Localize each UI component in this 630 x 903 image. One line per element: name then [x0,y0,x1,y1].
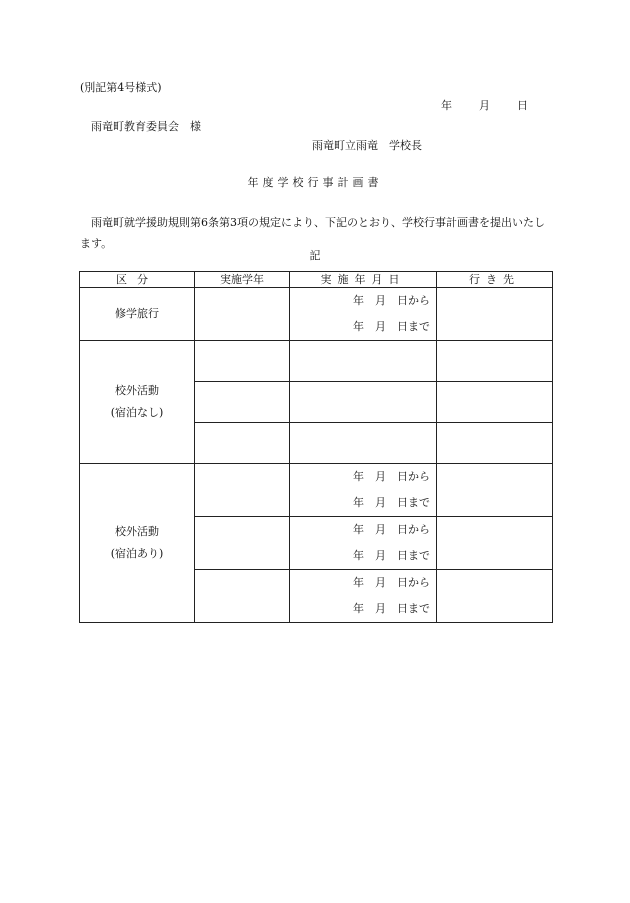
grade-cell[interactable] [195,464,290,517]
destination-cell[interactable] [437,382,553,423]
category-sublabel: (宿泊あり) [110,547,164,560]
date-from: 年 月 日から [353,470,430,483]
ki-label: 記 [309,249,321,262]
date-cell[interactable] [290,423,437,464]
category-label: 校外活動 [115,384,159,397]
category-label: 校外活動 [115,525,159,538]
table-header-row [80,272,553,288]
table-row [80,464,553,517]
date-from: 年 月 日から [353,523,430,536]
header-destination: 行き先 [437,272,553,288]
date-to: 年 月 日まで [353,320,430,333]
date-cell[interactable] [290,341,437,382]
date-from: 年 月 日から [353,576,430,589]
sender: 雨竜町立雨竜 学校長 [312,139,422,152]
date-year-label: 年 [441,99,452,112]
date-cell[interactable] [290,517,437,570]
date-to: 年 月 日まで [353,549,430,562]
date-day-label: 日 [517,99,528,112]
date-to: 年 月 日まで [353,602,430,615]
grade-cell[interactable] [195,570,290,623]
date-to: 年 月 日まで [353,496,430,509]
date-cell[interactable] [290,288,437,341]
body-text: 雨竜町就学援助規則第6条第3項の規定により、下記のとおり、学校行事計画書を提出いたします。 [80,216,545,250]
table-row [80,288,553,341]
event-plan-table [79,271,553,623]
date-cell[interactable] [290,570,437,623]
grade-cell[interactable] [195,517,290,570]
header-date: 実施年月日 [290,272,437,288]
destination-cell[interactable] [437,570,553,623]
grade-cell[interactable] [195,382,290,423]
date-cell[interactable] [290,464,437,517]
destination-cell[interactable] [437,517,553,570]
form-number: (別記第4号様式) [80,81,162,94]
destination-cell[interactable] [437,341,553,382]
destination-cell[interactable] [437,464,553,517]
destination-cell[interactable] [437,288,553,341]
date-line [441,100,528,111]
date-cell[interactable] [290,382,437,423]
grade-cell[interactable] [195,341,290,382]
grade-cell[interactable] [195,423,290,464]
grade-cell[interactable] [195,288,290,341]
category-label: 修学旅行 [115,307,159,320]
date-month-label: 月 [479,99,490,112]
category-cell [80,288,195,341]
header-category: 区分 [80,272,195,288]
destination-cell[interactable] [437,423,553,464]
addressee: 雨竜町教育委員会 様 [91,120,201,133]
category-cell [80,464,195,623]
document-title: 年度学校行事計画書 [247,176,383,189]
category-sublabel: (宿泊なし) [110,406,164,419]
table-row [80,341,553,382]
category-cell [80,341,195,464]
header-grade: 実施学年 [195,272,290,288]
date-from: 年 月 日から [353,294,430,307]
